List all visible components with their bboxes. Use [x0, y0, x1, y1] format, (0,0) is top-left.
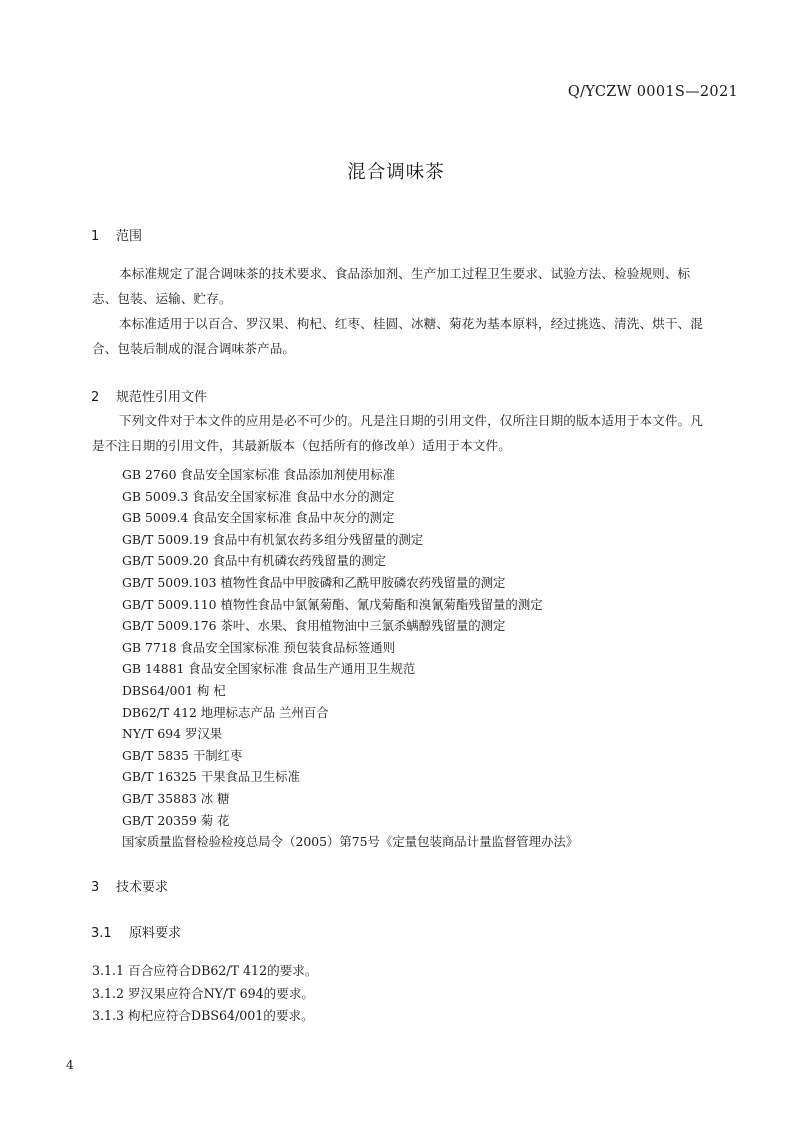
reference-item: GB/T 5835 干制红枣 [122, 747, 243, 763]
reference-item: DB62/T 412 地理标志产品 兰州百合 [122, 704, 329, 720]
reference-item: 国家质量监督检验检疫总局令（2005）第75号《定量包装商品计量监督管理办法》 [122, 834, 579, 850]
section-2-heading [91, 386, 207, 405]
scope-paragraph-1: 本标准规定了混合调味茶的技术要求、食品添加剂、生产加工过程卫生要求、试验方法、检验规则、标志、包装、运输、贮存。 [92, 266, 691, 306]
section-title: 技术要求 [116, 880, 169, 895]
section-number: 1 [91, 229, 100, 244]
document-title: 混合调味茶 [347, 162, 445, 183]
reference-item: GB/T 5009.103 植物性食品中甲胺磷和乙酰甲胺磷农药残留量的测定 [122, 574, 506, 590]
section-number: 3 [91, 880, 100, 895]
scope-paragraph-2: 本标准适用于以百合、罗汉果、枸杞、红枣、桂圆、冰糖、菊花为基本原料，经过挑选、清洗、烘干、混合、包装后制成的混合调味茶产品。 [92, 316, 703, 356]
page-number: 4 [66, 1058, 74, 1072]
section-title: 规范性引用文件 [116, 390, 208, 405]
reference-item: GB 7718 食品安全国家标准 预包装食品标签通则 [122, 639, 395, 655]
subsection-number: 3.1 [91, 926, 112, 941]
reference-item: GB 14881 食品安全国家标准 食品生产通用卫生规范 [122, 661, 416, 677]
section-number: 2 [91, 390, 100, 405]
reference-item: GB/T 20359 菊 花 [122, 812, 230, 828]
reference-item: GB/T 5009.20 食品中有机磷农药残留量的测定 [122, 553, 387, 569]
reference-item: GB/T 35883 冰 糖 [122, 790, 230, 806]
section-title: 范围 [116, 229, 143, 244]
subsection-3-1-heading [91, 922, 181, 941]
reference-item: GB/T 5009.110 植物性食品中氯氰菊酯、氰戊菊酯和溴氰菊酯残留量的测定 [122, 596, 543, 612]
references-intro-paragraph: 下列文件对于本文件的应用是必不可少的。凡是注日期的引用文件，仅所注日期的版本适用于本文件。凡是不注日期的引用文件，其最新版本（包括所有的修改单）适用于本文件。 [92, 413, 703, 453]
reference-item: GB 5009.4 食品安全国家标准 食品中灰分的测定 [122, 510, 395, 526]
reference-item: DBS64/001 枸 杞 [122, 682, 226, 698]
normative-references-list [122, 464, 578, 853]
subsection-title: 原料要求 [129, 926, 182, 941]
reference-item: NY/T 694 罗汉果 [122, 726, 223, 742]
reference-item: GB/T 16325 干果食品卫生标准 [122, 769, 300, 785]
document-code: Q/YCZW 0001S—2021 [567, 84, 738, 100]
section-1-heading [91, 225, 142, 244]
reference-item: GB 5009.3 食品安全国家标准 食品中水分的测定 [122, 488, 395, 504]
clause-3-1-1: 3.1.1 百合应符合DB62/T 412的要求。 [92, 963, 318, 978]
clause-3-1-3: 3.1.3 枸杞应符合DBS64/001的要求。 [92, 1008, 314, 1023]
reference-item: GB/T 5009.176 茶叶、水果、食用植物油中三氯杀螨醇残留量的测定 [122, 618, 506, 634]
reference-item: GB 2760 食品安全国家标准 食品添加剂使用标准 [122, 467, 395, 482]
section-3-heading [91, 876, 168, 895]
reference-item: GB/T 5009.19 食品中有机氯农药多组分残留量的测定 [122, 531, 424, 547]
clause-3-1-2: 3.1.2 罗汉果应符合NY/T 694的要求。 [92, 986, 315, 1001]
